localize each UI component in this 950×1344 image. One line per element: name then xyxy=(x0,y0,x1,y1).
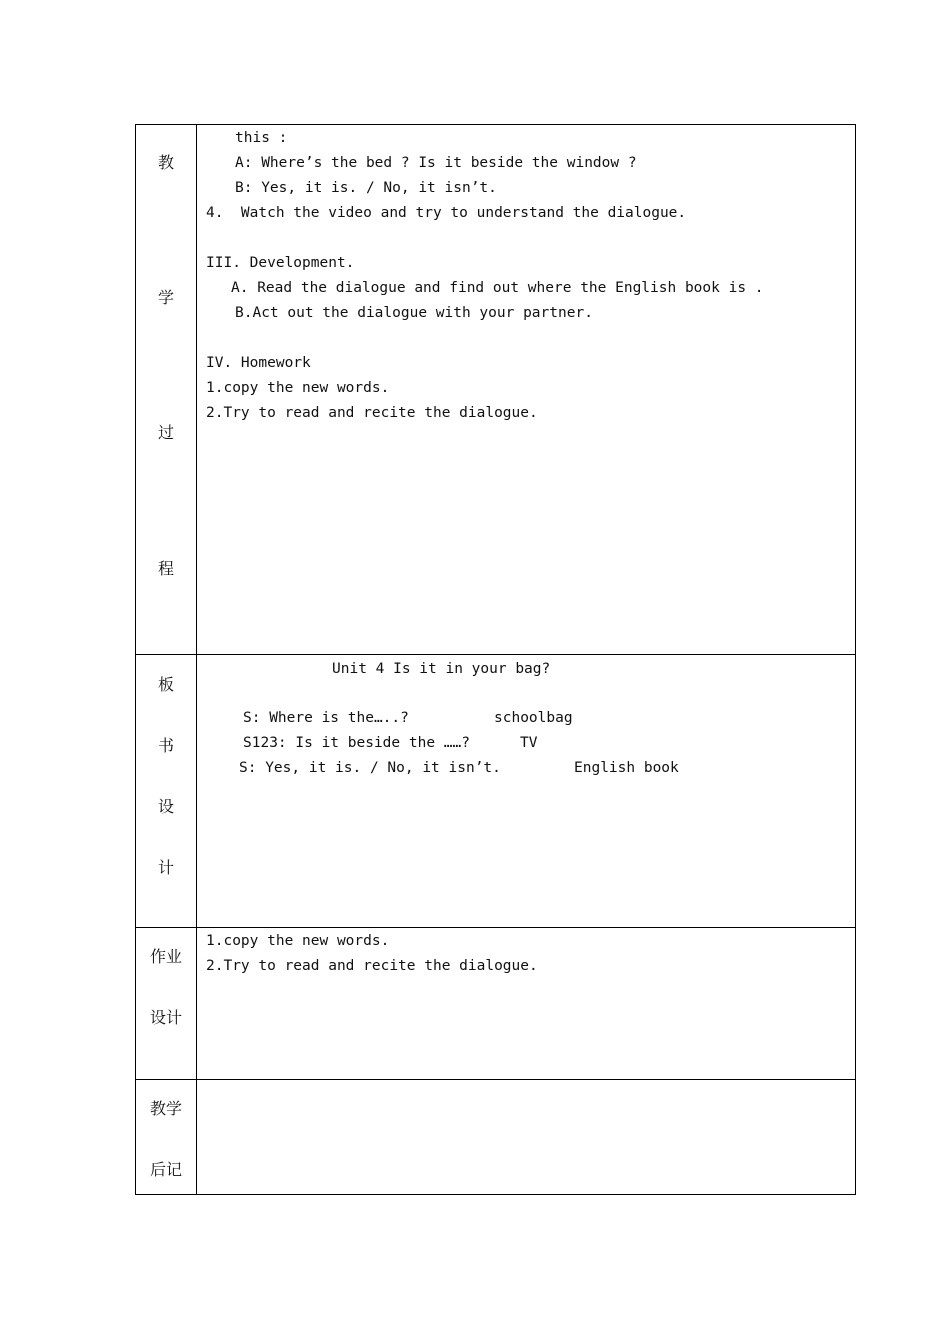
homework-label: 设计 xyxy=(149,1008,182,1027)
board-vocab-word: English book xyxy=(574,760,679,776)
homework-line: 2.Try to read and recite the dialogue. xyxy=(206,958,538,974)
board-line: S123: Is it beside the ……? xyxy=(243,735,470,751)
process-label-char: 过 xyxy=(157,423,174,442)
teaching-process-row xyxy=(136,125,856,655)
homework-label: 作业 xyxy=(149,947,182,966)
process-line: 1.copy the new words. xyxy=(206,380,390,396)
board-label-char: 设 xyxy=(157,797,174,816)
homework-design-row xyxy=(136,928,856,1080)
process-label-char: 程 xyxy=(157,559,174,578)
blackboard-design-content xyxy=(197,655,856,928)
teaching-process-content xyxy=(197,125,856,655)
teaching-notes-content xyxy=(197,1080,856,1195)
board-label-char: 计 xyxy=(157,858,174,877)
process-section-heading: III. Development. xyxy=(206,255,355,271)
process-label-char: 学 xyxy=(157,288,174,307)
process-line: this : xyxy=(235,130,288,146)
notes-label: 后记 xyxy=(149,1160,182,1179)
board-vocab-word: TV xyxy=(520,735,538,751)
board-line: S: Where is the…..? xyxy=(243,710,409,726)
board-label-char: 板 xyxy=(157,675,174,694)
process-line: 2.Try to read and recite the dialogue. xyxy=(206,405,538,421)
process-line: 4. Watch the video and try to understand the dialogue. xyxy=(206,205,687,221)
notes-label: 教学 xyxy=(149,1099,182,1118)
teaching-notes-row xyxy=(136,1080,856,1195)
homework-design-label-cell xyxy=(136,928,197,1080)
process-line: B.Act out the dialogue with your partner. xyxy=(235,305,593,321)
board-vocab-word: schoolbag xyxy=(494,710,573,726)
board-line: S: Yes, it is. / No, it isn’t. xyxy=(239,760,501,776)
homework-design-content xyxy=(197,928,856,1080)
teaching-process-label-cell xyxy=(136,125,197,655)
process-line: A. Read the dialogue and find out where the English book is . xyxy=(231,280,764,296)
board-title: Unit 4 Is it in your bag? xyxy=(332,661,551,677)
process-line: B: Yes, it is. / No, it isn’t. xyxy=(235,180,497,196)
process-line: A: Where’s the bed ? Is it beside the window ? xyxy=(235,155,637,171)
board-label-char: 书 xyxy=(157,736,174,755)
blackboard-design-label-cell xyxy=(136,655,197,928)
lesson-plan-table xyxy=(135,124,856,1195)
process-section-heading: IV. Homework xyxy=(206,355,311,371)
blackboard-design-row xyxy=(136,655,856,928)
process-label-char: 教 xyxy=(157,153,174,172)
teaching-notes-label-cell xyxy=(136,1080,197,1195)
homework-line: 1.copy the new words. xyxy=(206,933,390,949)
